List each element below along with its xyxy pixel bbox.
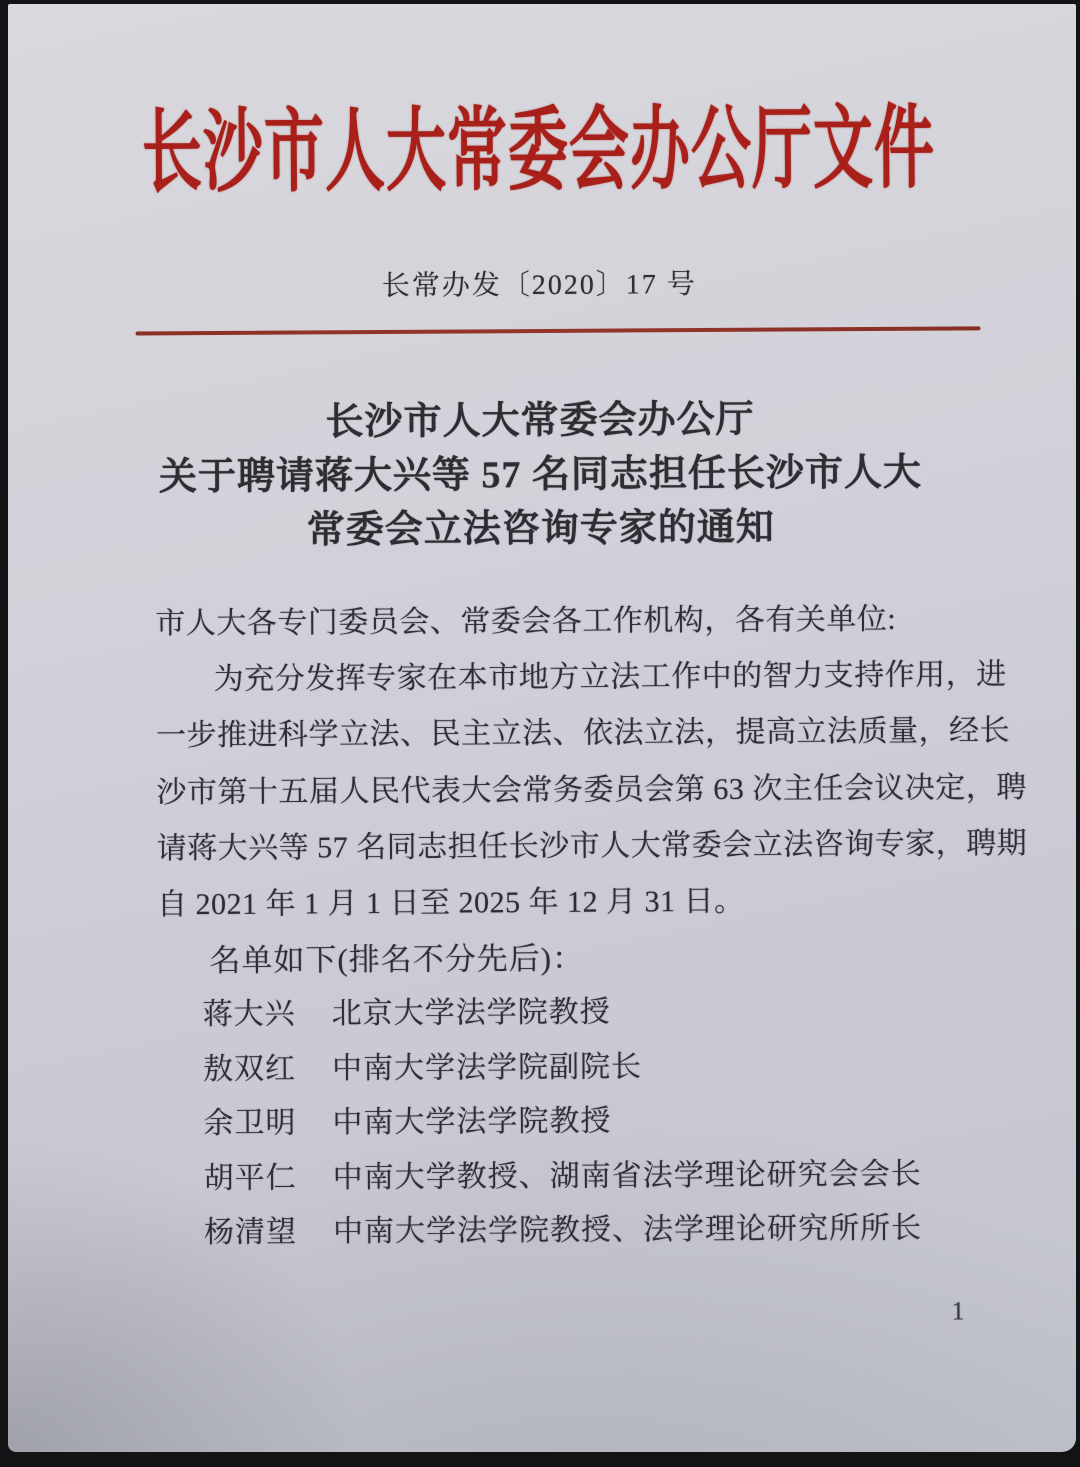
notice-title-line-1: 长沙市人大常委会办公厅 <box>325 398 755 444</box>
expert-title: 中南大学法学院副院长 <box>331 1049 643 1085</box>
expert-row <box>204 1201 1019 1261</box>
notice-title <box>6 391 1075 560</box>
red-divider-rule <box>136 326 981 335</box>
body-paragraphs <box>155 591 1028 933</box>
expert-row <box>203 983 1018 1043</box>
salutation-line: 市人大各专门委员会、常委会各工作机构，各有关单位: <box>155 602 897 641</box>
expert-title: 中南大学法学院教授 <box>332 1104 612 1140</box>
body-line: 自 2021 年 1 月 1 日至 2025 年 12 月 31 日。 <box>156 884 745 922</box>
document-paper <box>8 4 1076 1452</box>
expert-list-intro: 名单如下(排名不分先后)： <box>209 940 585 979</box>
expert-name: 蒋大兴 <box>202 997 296 1032</box>
expert-name: 胡平仁 <box>203 1161 297 1195</box>
expert-row <box>203 1092 1018 1152</box>
expert-name: 杨清望 <box>203 1215 298 1250</box>
notice-title-line-2: 关于聘请蒋大兴等 57 名同志担任长沙市人大 <box>158 451 923 499</box>
expert-title: 北京大学法学院教授 <box>331 995 611 1031</box>
body-line: 请蒋大兴等 57 名同志担任长沙市人大常委会立法咨询专家，聘期 <box>156 826 1028 866</box>
body-line: 为充分发挥专家在本市地方立法工作中的智力支持作用，进 <box>213 658 1007 697</box>
expert-list <box>203 983 1020 1261</box>
expert-row <box>204 1147 1019 1207</box>
body-line: 一步推进科学立法、民主立法、依法立法，提高立法质量，经长 <box>155 714 1011 753</box>
letterhead-title: 长沙市人大常委会办公厅文件 <box>141 98 936 204</box>
page-number: 1 <box>951 1296 965 1326</box>
expert-name: 敖双红 <box>202 1052 297 1086</box>
document-content <box>4 1 1080 1455</box>
expert-title: 中南大学教授、湖南省法学理论研究会会长 <box>332 1157 922 1195</box>
expert-row <box>203 1038 1018 1098</box>
notice-title-line-3: 常委会立法咨询专家的通知 <box>306 506 775 552</box>
body-line: 沙市第十五届人民代表大会常务委员会第 63 次主任会议决定，聘 <box>156 770 1027 809</box>
expert-title: 中南大学法学院教授、法学理论研究所所长 <box>332 1212 923 1249</box>
document-number: 长常办发〔2020〕17 号 <box>381 269 697 302</box>
expert-name: 余卫明 <box>203 1106 297 1141</box>
